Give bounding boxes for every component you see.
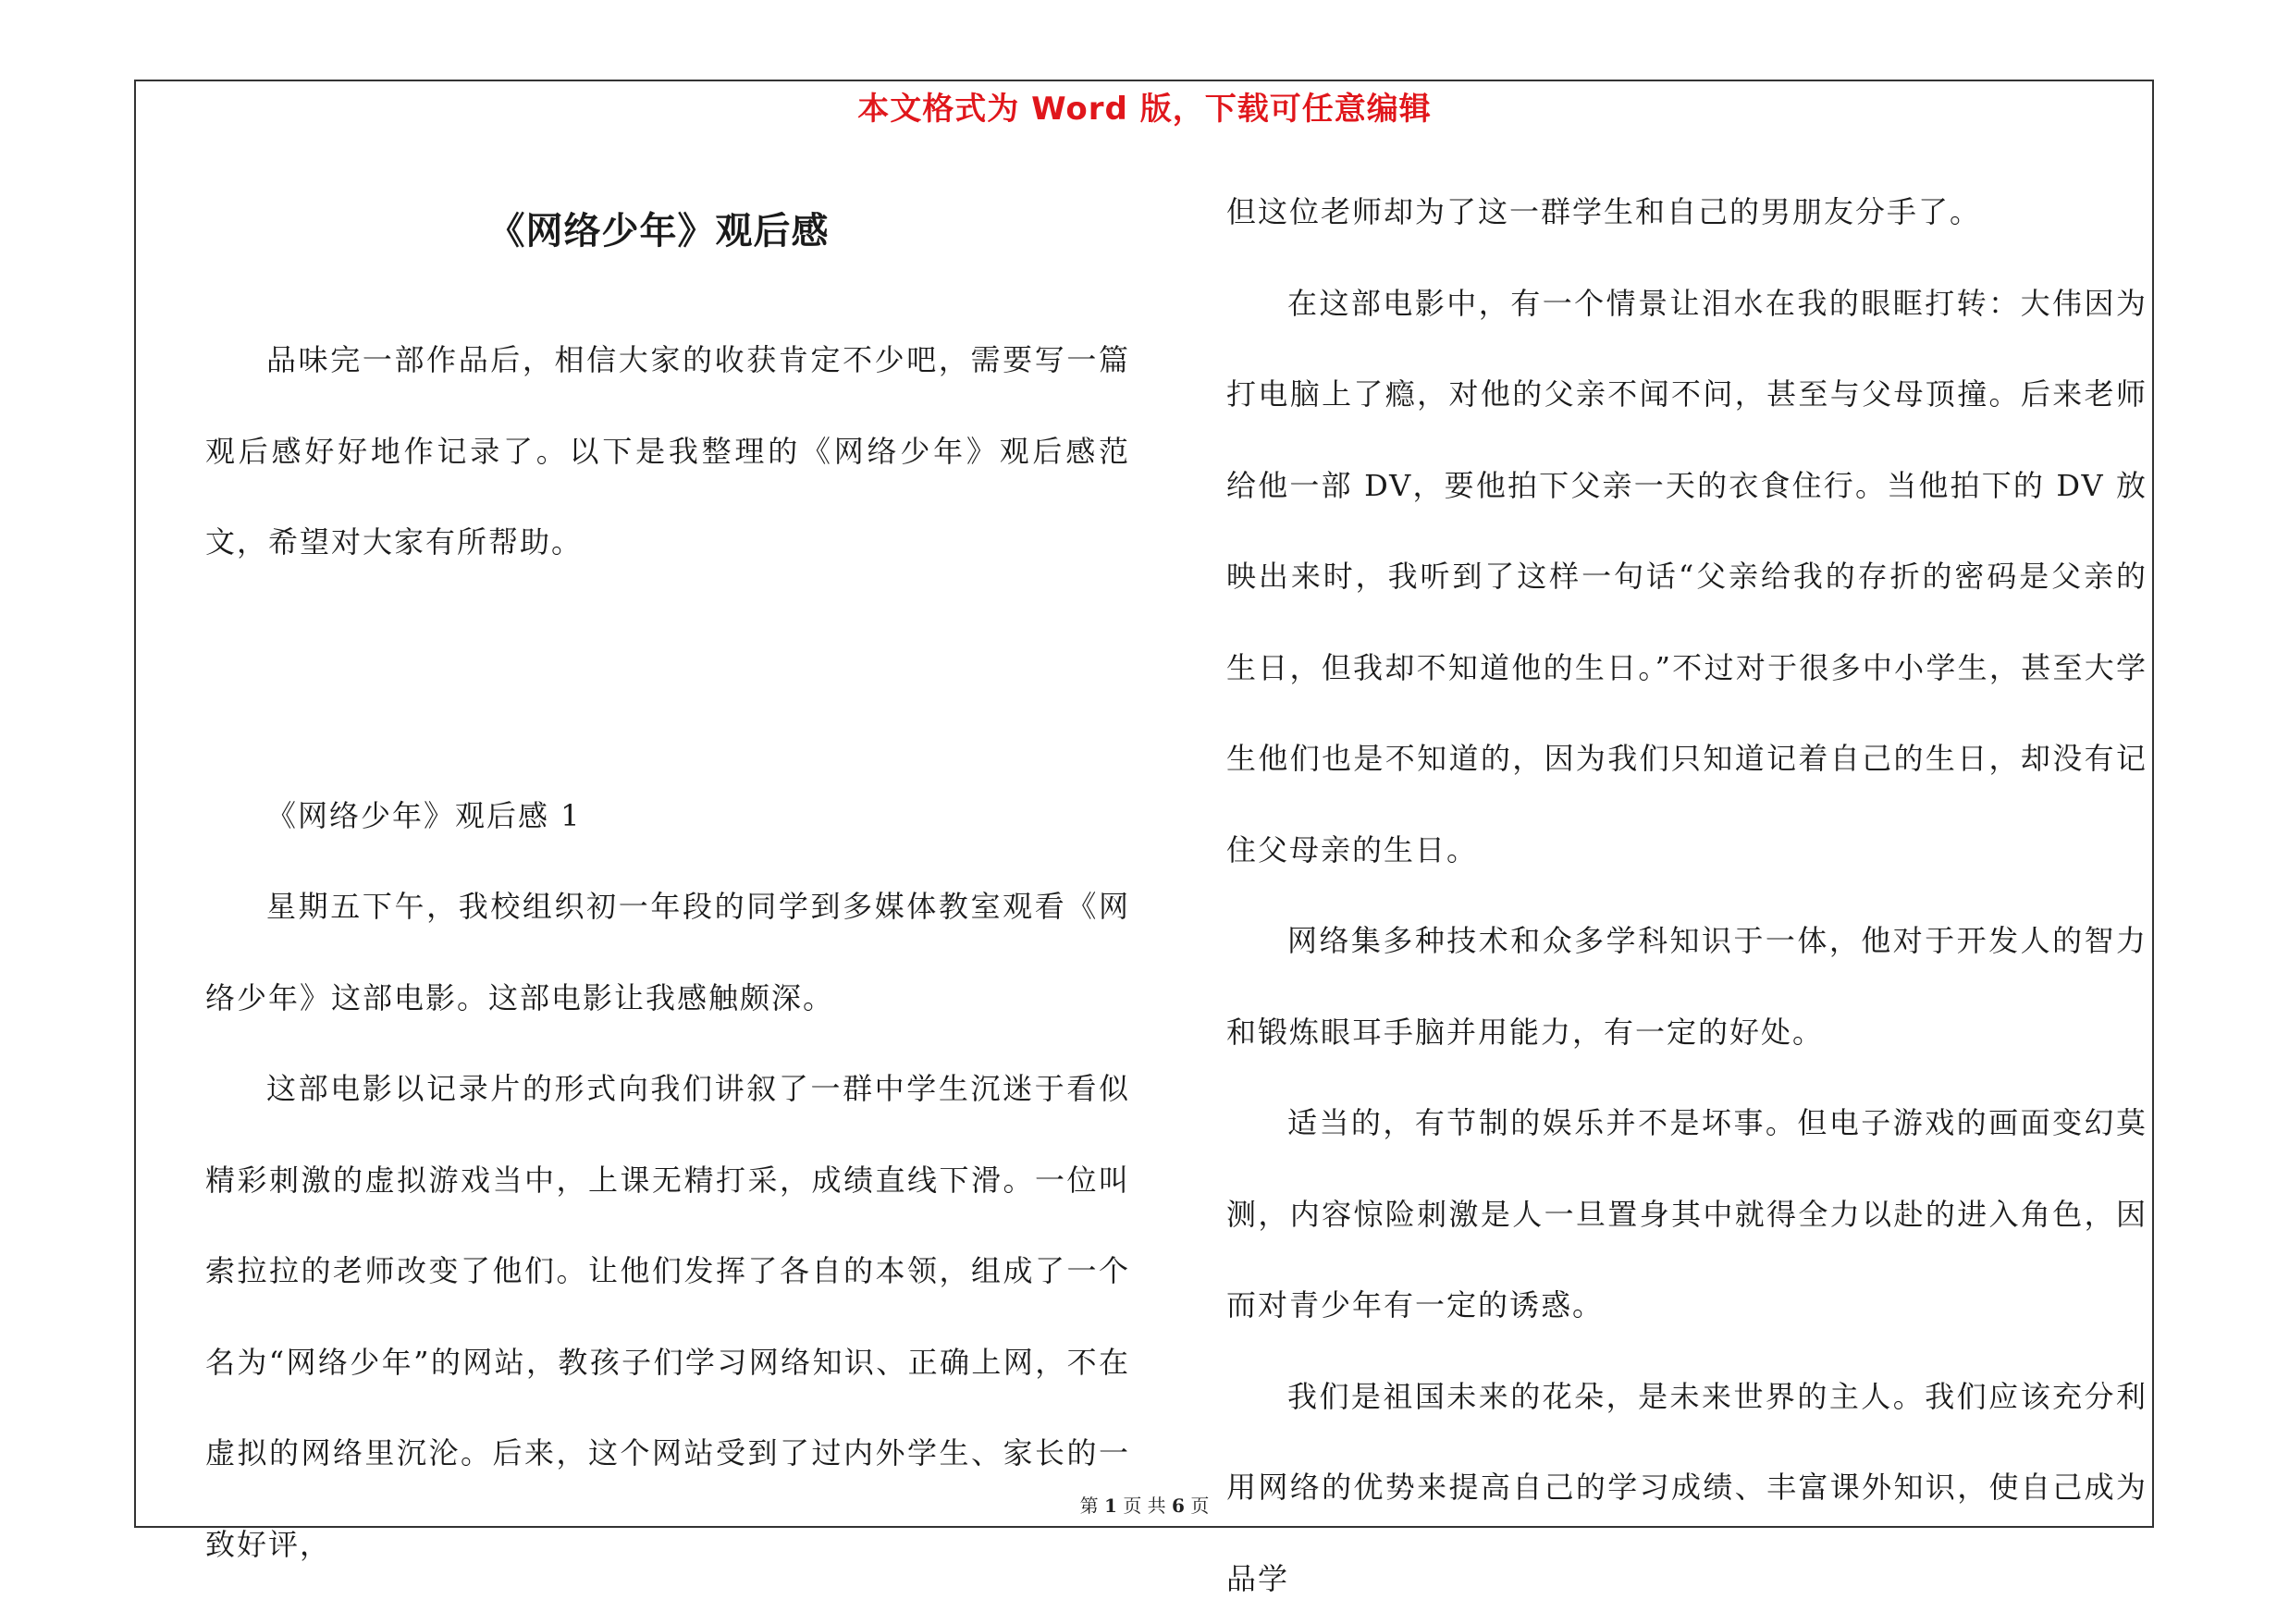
format-banner: 本文格式为 Word 版，下载可任意编辑: [0, 83, 2289, 129]
body-paragraph: 在这部电影中，有一个情景让泪水在我的眼眶打转：大伟因为打电脑上了瘾，对他的父亲不闻不问，甚至与父母顶撞。后来老师给他一部 DV，要他拍下父亲一天的衣食住行。当他拍下的 DV 放映出来时，我听到了这样一句话“父亲给我的存折的密码是父亲的生日，但我却不知道他的生日。”不过对于很多中小学生，甚至大学生他们也是不知道的，因为我们只知道记着自己的生日，却没有记住父母亲的生日。: [1226, 258, 2147, 896]
body-paragraph: 星期五下午，我校组织初一年段的同学到多媒体教室观看《网络少年》这部电影。这部电影让我感触颇深。: [205, 861, 1130, 1043]
intro-paragraph: 品味完一部作品后，相信大家的收获肯定不少吧，需要写一篇观后感好好地作记录了。以下是我整理的《网络少年》观后感范文，希望对大家有所帮助。: [205, 314, 1130, 588]
continuation-paragraph: 但这位老师却为了这一群学生和自己的男朋友分手了。: [1226, 166, 2147, 258]
left-column: [205, 166, 1130, 1590]
footer-middle: 页 共: [1123, 1495, 1165, 1517]
section-heading: 《网络少年》观后感 1: [205, 770, 1130, 862]
footer-page-number: 1: [1104, 1495, 1117, 1517]
footer-total-pages: 6: [1172, 1495, 1185, 1517]
section-spacer: [205, 588, 1130, 770]
body-paragraph: 我们是祖国未来的花朵，是未来世界的主人。我们应该充分利用网络的优势来提高自己的学习成绩、丰富课外知识，使自己成为品学: [1226, 1351, 2147, 1624]
body-paragraph: 这部电影以记录片的形式向我们讲叙了一群中学生沉迷于看似精彩刺激的虚拟游戏当中，上课无精打采，成绩直线下滑。一位叫索拉拉的老师改变了他们。让他们发挥了各自的本领，组成了一个名为“网络少年”的网站，教孩子们学习网络知识、正确上网，不在虚拟的网络里沉沦。后来，这个网站受到了过内外学生、家长的一致好评，: [205, 1043, 1130, 1590]
right-column: [1226, 166, 2147, 1624]
body-paragraph: 网络集多种技术和众多学科知识于一体，他对于开发人的智力和锻炼眼耳手脑并用能力，有一定的好处。: [1226, 895, 2147, 1077]
body-paragraph: 适当的，有节制的娱乐并不是坏事。但电子游戏的画面变幻莫测，内容惊险刺激是人一旦置身其中就得全力以赴的进入角色，因而对青少年有一定的诱惑。: [1226, 1077, 2147, 1351]
page-footer: [0, 1491, 2289, 1518]
footer-prefix: 第: [1080, 1495, 1099, 1517]
document-title: 《网络少年》观后感: [187, 166, 1130, 314]
footer-suffix: 页: [1190, 1495, 1209, 1517]
